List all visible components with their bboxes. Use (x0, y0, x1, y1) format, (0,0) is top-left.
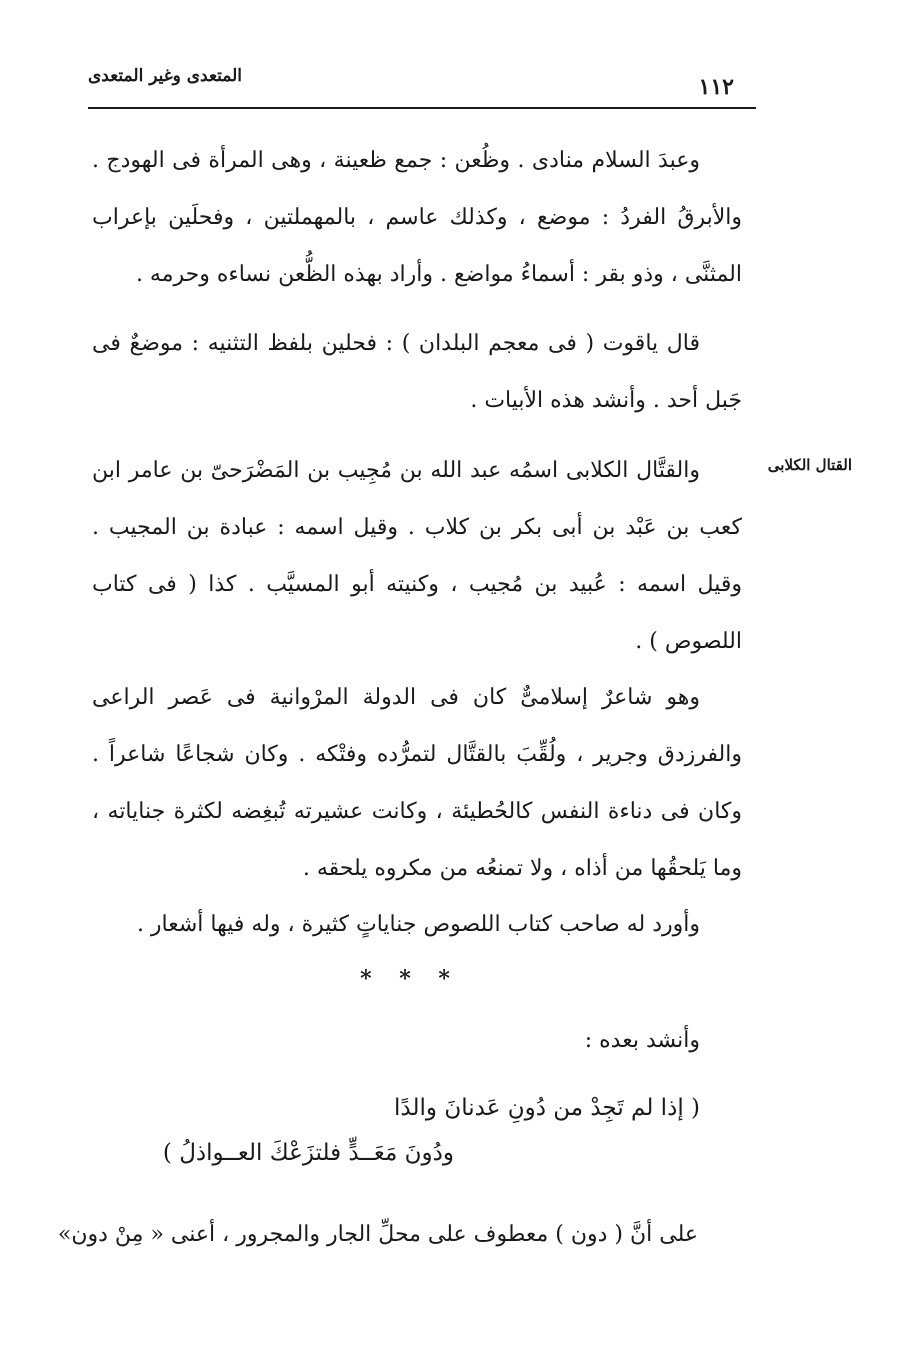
paragraph-grammar-note: على أنَّ ( دون ) معطوف على محلِّ الجار والمجرور ، أعنى « مِنْ دون» (57, 1222, 698, 1247)
running-title: المتعدى وغير المتعدى (88, 66, 243, 86)
page-header (88, 62, 756, 102)
paragraph-poet-description: وهو شاعرٌ إسلامىٌّ كان فى الدولة المرْوانية فى عَصر الراعى والفرزدق وجرير ، ولُقِّبَ بالقتَّال لتمرُّده وفتْكه . وكان شجاعًا شاعراً . وكان فى دناءة النفس كالحُطيئة ، وكانت عشيرته تُبغِضه لكثرة جناياته ، وما يَلحقُها من أذاه ، ولا تمنعُه من مكروه يلحقه . (92, 685, 742, 881)
verse-intro: وأنشد بعده : (584, 1028, 700, 1053)
verse-line-1: ( إذا لم تَجِدْ من دُونِ عَدنانَ والدًا (394, 1095, 700, 1121)
header-rule (88, 107, 756, 109)
verse-line-2: ودُونَ مَعَــدٍّ فلتزَعْكَ العــواذلُ ) (162, 1140, 454, 1166)
paragraph-biography: والقتَّال الكلابى اسمُه عبد الله بن مُجِيب بن المَضْرَحىّ بن عامر ابن كعب بن عَبْد بن أبى بكر بن كلاب . وقيل اسمه : عبادة بن المجيب . وقيل اسمه : عُبيد بن مُجيب ، وكنيته أبو المسيَّب . كذا ( فى كتاب اللصوص ) . (92, 458, 742, 654)
paragraph-yaqut: قال ياقوت ( فى معجم البلدان ) : فحلين بلفظ التثنيه : موضعٌ فى جَبل أحد . وأنشد هذه الأبيات . (92, 331, 742, 413)
paragraph-crimes: وأورد له صاحب كتاب اللصوص جناياتٍ كثيرة ، وله فيها أشعار . (136, 912, 700, 937)
section-separator: * * * (360, 966, 460, 992)
paragraph-glossary: وعبدَ السلام منادى . وظُعن : جمع ظعينة ، وهى المرأة فى الهودج . والأبرقُ الفردُ : موضع ، وكذلك عاسم ، بالمهملتين ، وفحلَين بإعراب المثنَّى ، وذو بقر : أسماءُ مواضع . وأراد بهذه الظُّعن نساءه وحرمه . (92, 148, 742, 287)
page-number: ١١٢ (698, 74, 734, 100)
margin-note: القتال الكلابى (767, 456, 852, 474)
